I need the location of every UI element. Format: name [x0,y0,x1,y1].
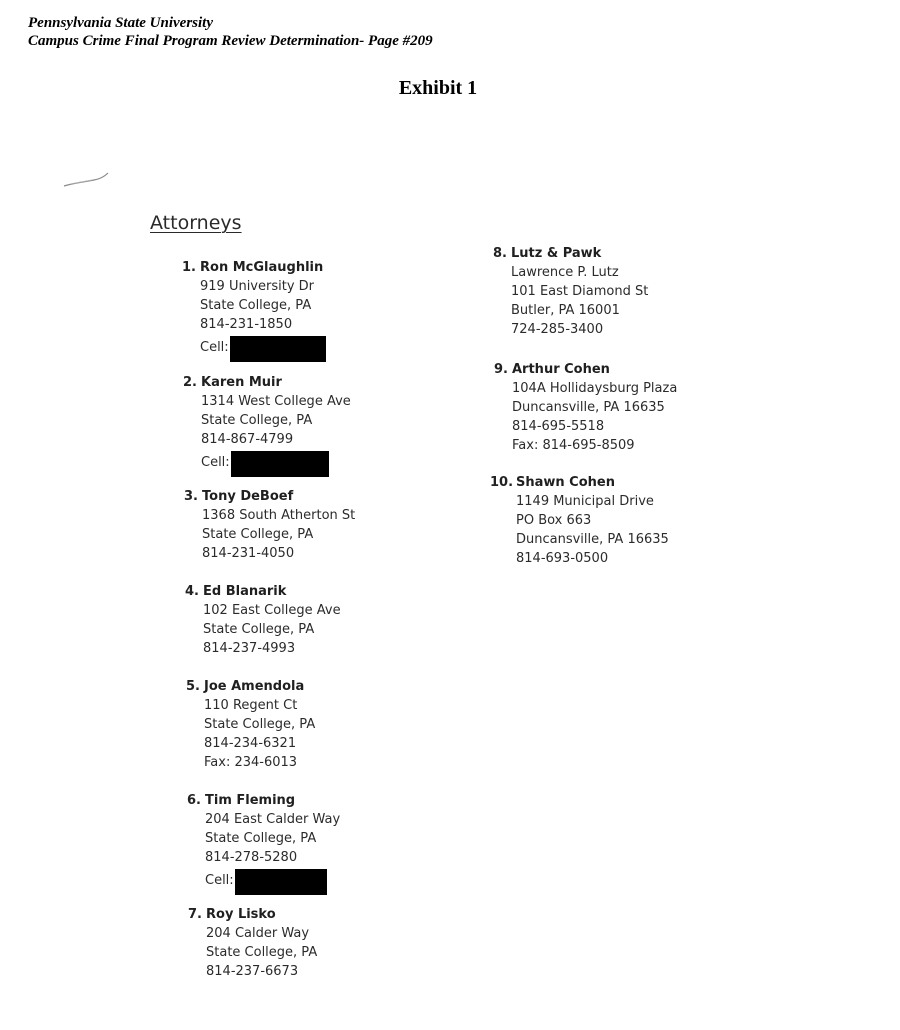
cell-label: Cell: [201,454,230,470]
attorney-name: Shawn Cohen [516,475,615,490]
address-line: 101 East Diamond St [511,284,649,299]
entry-number: 1. [182,260,196,275]
address-line: 204 Calder Way [206,926,310,941]
attorney-entry [493,244,649,339]
document-header [28,14,433,50]
phone-line: 814-237-4993 [203,641,296,656]
attorney-name: Karen Muir [201,375,282,390]
attorney-name: Roy Lisko [206,907,276,922]
attorney-name: Tony DeBoef [202,489,294,504]
phone-line: 814-231-1850 [200,317,293,332]
entry-number: 4. [185,584,199,599]
entry-number: 2. [183,375,197,390]
address-line: 110 Regent Ct [204,698,298,713]
contact-line: Lawrence P. Lutz [511,265,619,280]
cell-label: Cell: [205,872,234,888]
header-university: Pennsylvania State University [28,15,213,31]
city-line: State College, PA [206,945,318,960]
city-line: Duncansville, PA 16635 [512,400,665,415]
phone-line: 814-234-6321 [204,736,297,751]
redaction-block [231,451,329,477]
attorney-entry [182,258,326,360]
entry-number: 10. [490,475,514,490]
phone-line: 814-693-0500 [516,551,609,566]
header-page-reference: Campus Crime Final Program Review Determination- Page #209 [28,33,433,49]
redaction-block [230,336,326,362]
fax-line: Fax: 234-6013 [204,755,298,770]
attorney-entry [494,360,678,455]
city-line: State College, PA [205,831,317,846]
entry-number: 3. [184,489,198,504]
redaction-block [235,869,327,895]
phone-line: 814-867-4799 [201,432,294,447]
city-line: State College, PA [203,622,315,637]
attorney-name: Ron McGlaughlin [200,260,324,275]
address-line: 204 East Calder Way [205,812,341,827]
city-line: State College, PA [202,527,314,542]
address-line: 104A Hollidaysburg Plaza [512,381,678,396]
phone-line: 724-285-3400 [511,322,604,337]
attorney-entry [184,487,356,563]
phone-line: 814-695-5518 [512,419,605,434]
attorney-entry [187,791,341,893]
entry-number: 5. [186,679,200,694]
attorney-entry [183,373,351,475]
section-title-attorneys: Attorneys [150,212,242,234]
attorney-name: Arthur Cohen [512,362,610,377]
attorney-entry [188,905,318,981]
phone-line: 814-231-4050 [202,546,295,561]
address-line: 1149 Municipal Drive [516,494,654,509]
cell-row [205,867,340,893]
entry-number: 7. [188,907,202,922]
entry-number: 6. [187,793,201,808]
city-line: Duncansville, PA 16635 [516,532,669,547]
city-line: State College, PA [201,413,313,428]
city-line: State College, PA [204,717,316,732]
attorney-entry [185,582,341,658]
address-line: 919 University Dr [200,279,315,294]
city-line: State College, PA [200,298,312,313]
city-line: Butler, PA 16001 [511,303,620,318]
phone-line: 814-278-5280 [205,850,298,865]
cell-label: Cell: [200,339,229,355]
phone-line: 814-237-6673 [206,964,299,979]
attorney-entry [186,677,316,772]
fax-line: Fax: 814-695-8509 [512,438,635,453]
entry-number: 9. [494,362,508,377]
attorney-name: Ed Blanarik [203,584,287,599]
attorney-name: Lutz & Pawk [511,246,602,261]
attorney-entry [490,473,669,568]
cell-row [200,334,326,360]
cell-row [201,449,351,475]
po-box-line: PO Box 663 [516,513,592,528]
attorney-name: Tim Fleming [205,793,296,808]
exhibit-title: Exhibit 1 [398,77,478,99]
attorney-name: Joe Amendola [204,679,305,694]
address-line: 1368 South Atherton St [202,508,356,523]
entry-number: 8. [493,246,507,261]
pen-mark [62,168,110,190]
address-line: 102 East College Ave [203,603,341,618]
address-line: 1314 West College Ave [201,394,351,409]
